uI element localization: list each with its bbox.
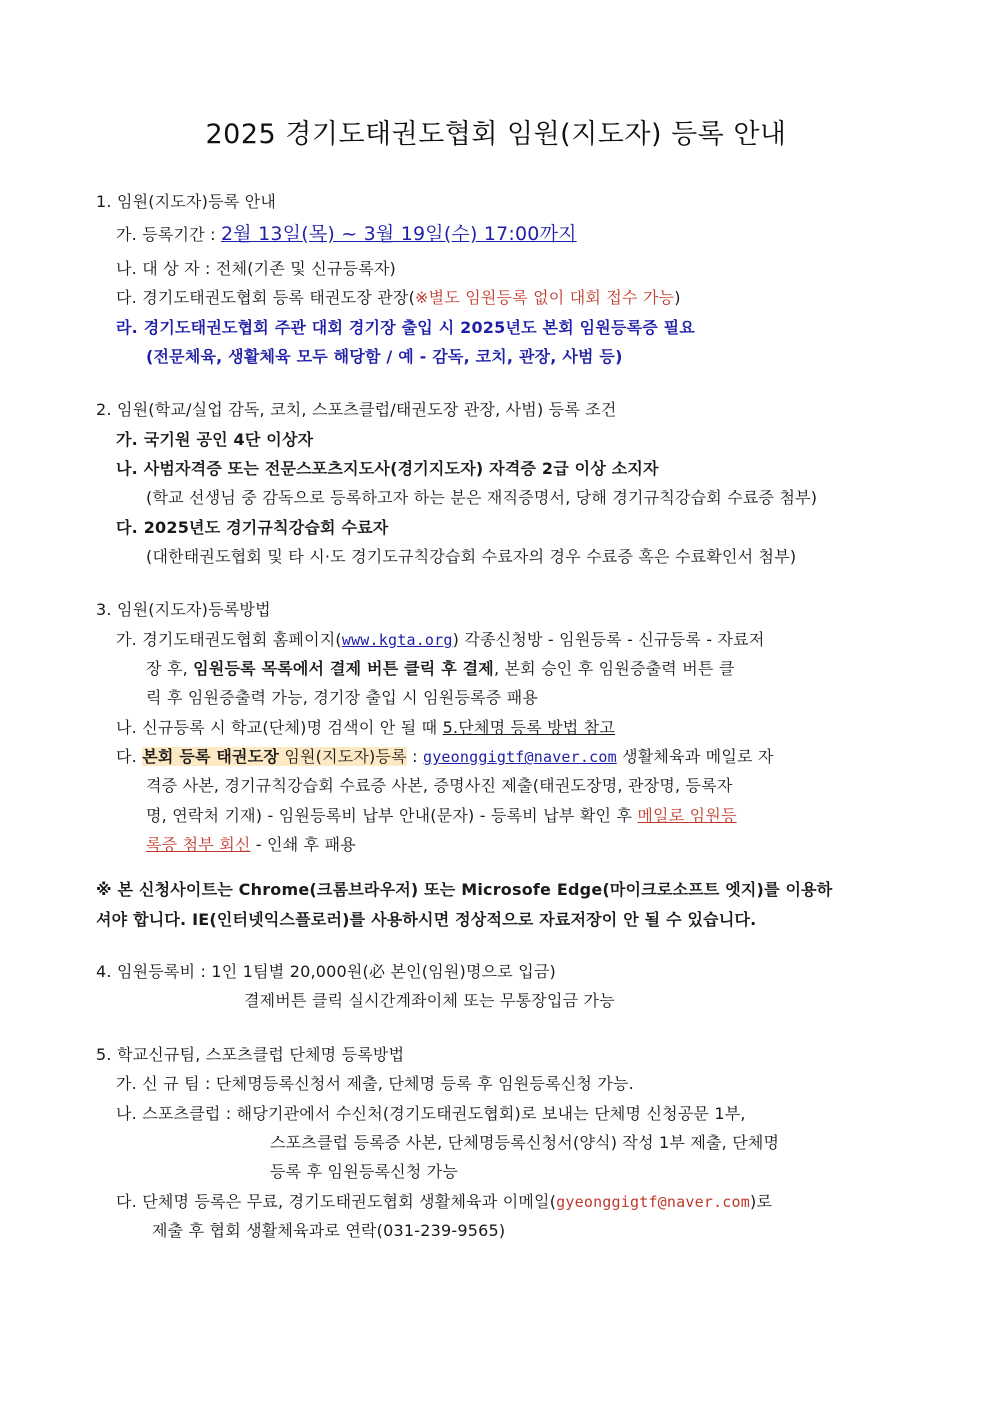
- s2-ga-line: 가. 국기원 공인 4단 이상자: [116, 430, 314, 449]
- s3-ga-line-1: [116, 630, 765, 650]
- s3-ga-2b-bold: 임원등록 목록에서 결제 버튼 클릭 후 결제: [193, 659, 494, 678]
- s3-da-line-2: 격증 사본, 경기규칙강습회 수료증 사본, 증명사진 제출(태권도장명, 관장명, 등록자: [146, 776, 733, 795]
- browser-notice-line-2: 셔야 합니다. IE(인터넷익스플로러)를 사용하시면 정상적으로 자료저장이 안 될 수 있습니다.: [96, 910, 757, 929]
- s3-da-4a-red: 록증 첨부 회신: [146, 835, 251, 854]
- s3-na-line: [116, 718, 615, 738]
- s5-ga-line: 가. 신 규 팀 : 단체명등록신청서 제출, 단체명 등록 후 임원등록신청 가능.: [116, 1074, 634, 1093]
- s3-da-line-3: [146, 806, 737, 826]
- s2-da-note: (대한태권도협회 및 타 시·도 경기도규칙강습회 수료자의 경우 수료증 혹은 수료확인서 첨부): [146, 547, 797, 566]
- s5-da-1b: )로: [750, 1192, 773, 1211]
- s1-ra-line-2: (전문체육, 생활체육 모두 해당함 / 예 - 감독, 코치, 관장, 사범 등): [146, 347, 623, 366]
- s3-da-3b-red: 메일로 임원등: [637, 806, 737, 825]
- s3-na-reference: 5.단체명 등록 방법 참고: [442, 718, 616, 737]
- s3-da-highlight-bold: 본회 등록 태권도장: [142, 747, 280, 766]
- s3-da-colon: :: [406, 747, 423, 766]
- s1-da-post: ): [674, 288, 681, 307]
- s3-da-line-1: [116, 747, 774, 767]
- s5-da-line-1: [116, 1192, 772, 1212]
- email-link[interactable]: gyeonggigtf@naver.com: [422, 748, 617, 766]
- s1-da-line: [116, 288, 681, 308]
- s2-na-note: (학교 선생님 중 감독으로 등록하고자 하는 분은 재직증명서, 당해 경기규칙강습회 수료증 첨부): [146, 488, 818, 507]
- section-4-line-1: 4. 임원등록비 : 1인 1팀별 20,000원(必 본인(임원)명으로 입금): [96, 962, 556, 981]
- section-1-heading: 1. 임원(지도자)등록 안내: [96, 192, 277, 211]
- s3-da-line-4: [146, 835, 356, 855]
- s3-ga-2a: 장 후,: [146, 659, 194, 678]
- s1-ga-line: [116, 224, 577, 245]
- page-title: 2025 경기도태권도협회 임원(지도자) 등록 안내: [205, 119, 787, 150]
- s3-ga-1b: ) 각종신청방 - 임원등록 - 신규등록 - 자료저: [452, 630, 765, 649]
- s3-da-highlight: 임원(지도자)등록: [279, 747, 407, 766]
- s3-da-1e: 생활체육과 메일로 자: [616, 747, 774, 766]
- s3-da-3a: 명, 연락처 기재) - 임원등록비 납부 안내(문자) - 등록비 납부 확인 후: [146, 806, 638, 825]
- s5-na-line-3: 등록 후 임원등록신청 가능: [270, 1162, 459, 1181]
- s2-na-line: 나. 사범자격증 또는 전문스포츠지도사(경기지도자) 자격증 2급 이상 소지자: [116, 459, 659, 478]
- s1-da-red-note: ※별도 임원등록 없이 대회 접수 가능: [415, 288, 675, 307]
- registration-period: 2월 13일(목) ~ 3월 19일(수) 17:00까지: [221, 223, 577, 245]
- s1-da-pre: 다. 경기도태권도협회 등록 태권도장 관장(: [116, 288, 416, 307]
- s5-email[interactable]: gyeonggigtf@naver.com: [556, 1193, 750, 1211]
- s3-ga-1a: 가. 경기도태권도협회 홈페이지(: [116, 630, 342, 649]
- section-3-heading: 3. 임원(지도자)등록방법: [96, 600, 271, 619]
- section-2-heading: 2. 임원(학교/실업 감독, 코치, 스포츠클럽/태권도장 관장, 사범) 등록 조건: [96, 400, 617, 419]
- browser-notice-line-1: ※ 본 신청사이트는 Chrome(크롬브라우저) 또는 Microsofe Edge(마이크로소프트 엣지)를 이용하: [96, 880, 833, 899]
- s3-na-pre: 나. 신규등록 시 학교(단체)명 검색이 안 될 때: [116, 718, 443, 737]
- s5-da-line-2: 제출 후 협회 생활체육과로 연락(031-239-9565): [152, 1221, 506, 1240]
- section-5-heading: 5. 학교신규팀, 스포츠클럽 단체명 등록방법: [96, 1045, 405, 1064]
- s3-da-1a: 다.: [116, 747, 143, 766]
- s3-da-4b: - 인쇄 후 패용: [250, 835, 356, 854]
- s1-ga-label: 가. 등록기간 :: [116, 225, 222, 244]
- s1-na-line: 나. 대 상 자 : 전체(기존 및 신규등록자): [116, 259, 396, 278]
- s3-ga-line-2: [146, 659, 734, 679]
- s5-na-line-2: 스포츠클럽 등록증 사본, 단체명등록신청서(양식) 작성 1부 제출, 단체명: [270, 1133, 780, 1152]
- section-4-line-2: 결제버튼 클릭 실시간계좌이체 또는 무통장입금 가능: [244, 991, 615, 1010]
- homepage-link[interactable]: www.kgta.org: [341, 631, 453, 649]
- s5-da-1a: 다. 단체명 등록은 무료, 경기도태권도협회 생활체육과 이메일(: [116, 1192, 557, 1211]
- s5-na-line-1: 나. 스포츠클럽 : 해당기관에서 수신처(경기도태권도협회)로 보내는 단체명 신청공문 1부,: [116, 1104, 746, 1123]
- s3-ga-line-3: 릭 후 임원증출력 가능, 경기장 출입 시 임원등록증 패용: [146, 688, 539, 707]
- s2-da-line: 다. 2025년도 경기규칙강습회 수료자: [116, 518, 389, 537]
- s1-ra-line-1: 라. 경기도태권도협회 주관 대회 경기장 출입 시 2025년도 본회 임원등록증 필요: [116, 318, 695, 337]
- s3-ga-2c: , 본회 승인 후 임원증출력 버튼 클: [493, 659, 735, 678]
